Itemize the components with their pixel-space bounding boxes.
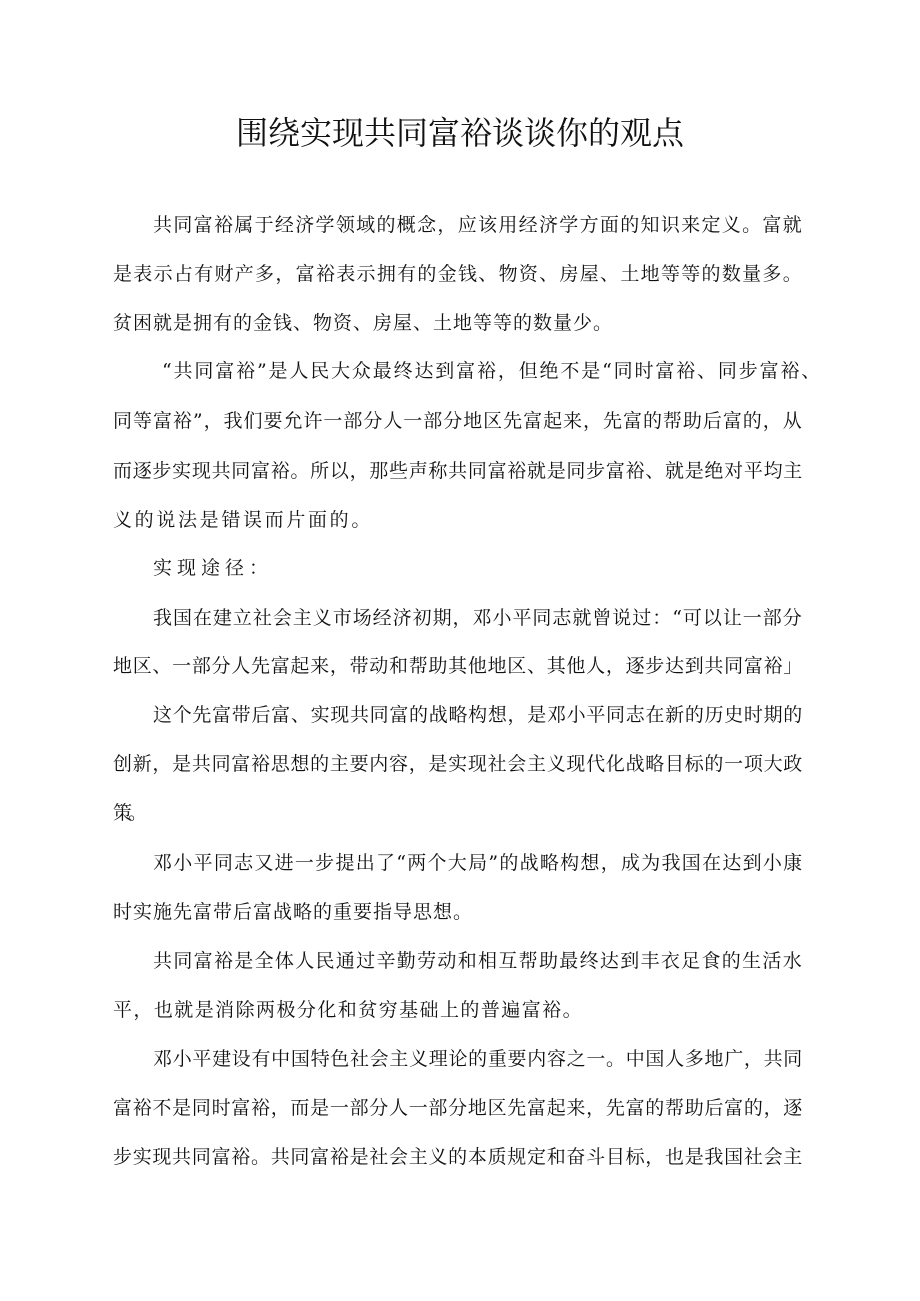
text-line: 义的说法是错误而片面的。 <box>113 509 374 531</box>
text-line: “共同富裕”是人民大众最终达到富裕，但绝不是“同时富裕、同步富裕、 <box>162 360 823 382</box>
text-line: 时实施先富带后富战略的重要指导思想。 <box>113 901 474 923</box>
text-line: 共同富裕属于经济学领域的概念，应该用经济学方面的知识来定义。富就 <box>153 214 804 236</box>
text-line: 平，也就是消除两极分化和贫穷基础上的普遍富裕。 <box>113 999 584 1021</box>
text-line: 创新，是共同富裕思想的主要内容，是实现社会主义现代化战略目标的一项大政 <box>113 753 804 775</box>
text-line: 邓小平同志又进一步提出了“两个大局”的战略构想，成为我国在达到小康 <box>153 852 804 874</box>
text-line: 步实现共同富裕。共同富裕是社会主义的本质规定和奋斗目标，也是我国社会主 <box>113 1146 804 1168</box>
text-line: 这个先富带后富、实现共同富的战略构想，是邓小平同志在新的历史时期的 <box>153 704 804 726</box>
text-line: 而逐步实现共同富裕。所以，那些声称共同富裕就是同步富裕、就是绝对平均主 <box>113 460 804 482</box>
text-line: 共同富裕是全体人民通过辛勤劳动和相互帮助最终达到丰衣足食的生活水 <box>153 950 804 972</box>
text-line: 策。 <box>113 802 144 824</box>
page-title: 围绕实现共同富裕谈谈你的观点 <box>235 114 684 152</box>
text-line: 富裕不是同时富裕，而是一部分人一部分地区先富起来，先富的帮助后富的，逐 <box>113 1097 804 1119</box>
text-line: 地区、一部分人先富起来，带动和帮助其他地区、其他人，逐步达到共同富裕」 <box>113 655 804 677</box>
text-line: 我国在建立社会主义市场经济初期，邓小平同志就曾说过：“可以让一部分 <box>153 607 803 629</box>
text-line: 邓小平建设有中国特色社会主义理论的重要内容之一。中国人多地广，共同 <box>153 1048 804 1070</box>
text-line: 贫困就是拥有的金钱、物资、房屋、土地等等的数量少。 <box>113 312 614 334</box>
text-line: 实现途径： <box>153 557 274 579</box>
text-line: 是表示占有财产多，富裕表示拥有的金钱、物资、房屋、土地等等的数量多。 <box>113 263 804 285</box>
text-line: 同等富裕”，我们要允许一部分人一部分地区先富起来，先富的帮助后富的，从 <box>113 410 803 432</box>
